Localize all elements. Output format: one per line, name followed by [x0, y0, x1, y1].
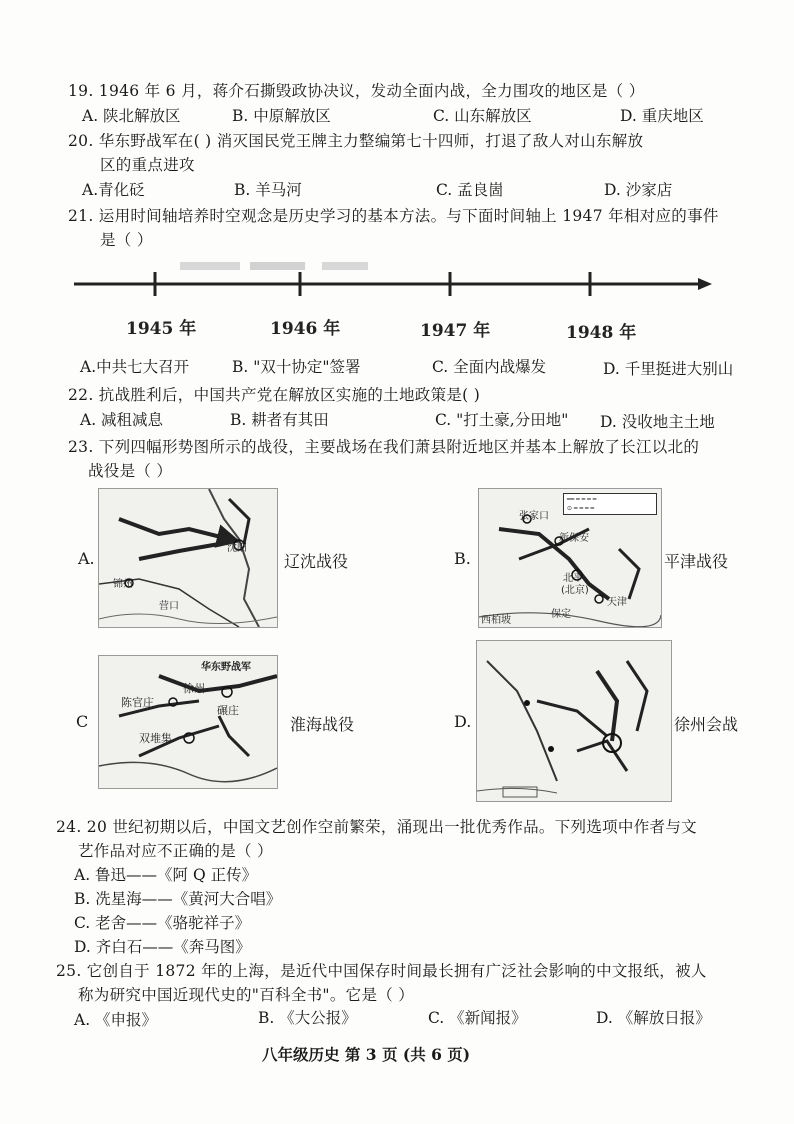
- q23-option-b-battle[interactable]: 平津战役: [664, 552, 729, 571]
- q24-option-d[interactable]: D. 齐白石——《奔马图》: [74, 938, 251, 956]
- q23-option-c-letter[interactable]: C: [76, 712, 89, 731]
- map-b-label-xinbaoan: 新保安: [559, 533, 589, 544]
- q20-stem-line2: 区的重点进攻: [100, 156, 195, 174]
- q22-stem: 22. 抗战胜利后，中国共产党在解放区实施的土地政策是( ): [68, 386, 481, 404]
- q23-stem-line2: 战役是（ ）: [88, 462, 173, 480]
- map-b-legend: ━━ ━ ━ ━ ━ ⊙ ━ ━ ━ ━: [563, 493, 657, 515]
- timeline-label-1948: 1948 年: [566, 323, 637, 343]
- q25-option-a[interactable]: A. 《申报》: [74, 1011, 158, 1029]
- map-b-label-xibaipo: 西柏坡: [481, 615, 511, 626]
- map-b-label-beijing: (北京): [561, 585, 589, 596]
- q20-option-c[interactable]: C. 孟良崮: [436, 181, 504, 199]
- q24-stem-line2: 艺作品对应不正确的是（ ）: [78, 842, 273, 860]
- q21-option-c[interactable]: C. 全面内战爆发: [432, 358, 547, 376]
- timeline-label-1947: 1947 年: [420, 321, 491, 341]
- q23-option-b-letter[interactable]: B.: [454, 549, 471, 568]
- q21-stem-line2: 是（ ）: [100, 231, 153, 249]
- map-c-label-nianzhuang: 碾庄: [217, 704, 239, 717]
- q23-option-d-battle[interactable]: 徐州会战: [674, 715, 739, 734]
- q22-option-a[interactable]: A. 减租减息: [80, 411, 164, 429]
- map-b-label-tianjin: 天津: [607, 597, 627, 608]
- q20-option-b[interactable]: B. 羊马河: [234, 181, 302, 199]
- q24-option-c[interactable]: C. 老舍——《骆驼祥子》: [74, 914, 251, 932]
- map-a-label-jinzhou: 锦州: [113, 579, 133, 590]
- q22-option-c[interactable]: C. "打土豪,分田地": [435, 411, 569, 429]
- q25-option-c[interactable]: C. 《新闻报》: [428, 1009, 527, 1027]
- q20-option-a[interactable]: A.青化砭: [82, 181, 145, 199]
- timeline: [60, 256, 720, 316]
- q19-option-d[interactable]: D. 重庆地区: [620, 107, 704, 125]
- q22-option-b[interactable]: B. 耕者有其田: [230, 411, 329, 429]
- page-footer: 八年级历史 第 3 页 (共 6 页): [262, 1045, 471, 1064]
- q23-option-a-letter[interactable]: A.: [78, 549, 95, 568]
- q20-stem-line1: 20. 华东野战军在( ) 消灭国民党王牌主力整编第七十四师，打退了敌人对山东解放: [68, 132, 644, 150]
- map-b[interactable]: [478, 488, 662, 628]
- q19-option-a[interactable]: A. 陕北解放区: [82, 107, 181, 125]
- q21-option-d[interactable]: D. 千里挺进大别山: [603, 360, 734, 378]
- map-c[interactable]: [98, 655, 278, 789]
- q21-option-a[interactable]: A.中共七大召开: [80, 358, 190, 376]
- q25-option-b[interactable]: B. 《大公报》: [258, 1009, 357, 1027]
- map-b-label-baoding: 保定: [551, 609, 571, 620]
- q23-stem-line1: 23. 下列四幅形势图所示的战役，主要战场在我们萧县附近地区并基本上解放了长江以北的: [68, 438, 700, 456]
- q24-stem-line1: 24. 20 世纪初期以后，中国文艺创作空前繁荣，涌现出一批优秀作品。下列选项中作者与文: [56, 818, 697, 836]
- q19-stem: 19. 1946 年 6 月，蒋介石撕毁政协决议，发动全面内战，全力围攻的地区是（ ）: [68, 82, 645, 100]
- map-c-label-shuangduiji: 双堆集: [139, 732, 172, 745]
- q20-option-d[interactable]: D. 沙家店: [604, 181, 673, 199]
- q19-option-b[interactable]: B. 中原解放区: [232, 107, 331, 125]
- q21-option-b[interactable]: B. "双十协定"签署: [232, 358, 361, 376]
- map-c-label-xuzhou: 徐州: [183, 682, 205, 695]
- q24-option-b[interactable]: B. 冼星海——《黄河大合唱》: [74, 890, 282, 908]
- map-a-label-yingkou: 营口: [159, 601, 179, 612]
- map-c-label-chenguanzhuang: 陈官庄: [121, 696, 154, 709]
- timeline-label-1945: 1945 年: [126, 319, 197, 339]
- q22-option-d[interactable]: D. 没收地主土地: [600, 413, 715, 431]
- map-d[interactable]: [476, 640, 672, 802]
- q25-stem-line2: 称为研究中国近现代史的"百科全书"。它是（ ）: [78, 986, 415, 1004]
- q21-stem-line1: 21. 运用时间轴培养时空观念是历史学习的基本方法。与下面时间轴上 1947 年相对应的事件: [68, 207, 719, 225]
- map-c-label-huadong: 华东野战军: [201, 662, 251, 673]
- q23-option-d-letter[interactable]: D.: [454, 712, 472, 731]
- map-a[interactable]: [98, 488, 278, 628]
- q25-option-d[interactable]: D. 《解放日报》: [596, 1009, 711, 1027]
- q19-option-c[interactable]: C. 山东解放区: [433, 107, 532, 125]
- q25-stem-line1: 25. 它创自于 1872 年的上海，是近代中国保存时间最长拥有广泛社会影响的中文报纸，被人: [56, 962, 707, 980]
- q24-option-a[interactable]: A. 鲁迅——《阿 Q 正传》: [74, 866, 258, 884]
- map-b-label-zhangjiakou: 张家口: [519, 511, 549, 522]
- q23-option-c-battle[interactable]: 淮海战役: [290, 715, 355, 734]
- map-a-label-shenyang: 沈阳: [227, 543, 247, 554]
- q23-option-a-battle[interactable]: 辽沈战役: [284, 552, 349, 571]
- map-b-label-beiping: 北平: [563, 573, 583, 584]
- timeline-label-1946: 1946 年: [270, 319, 341, 339]
